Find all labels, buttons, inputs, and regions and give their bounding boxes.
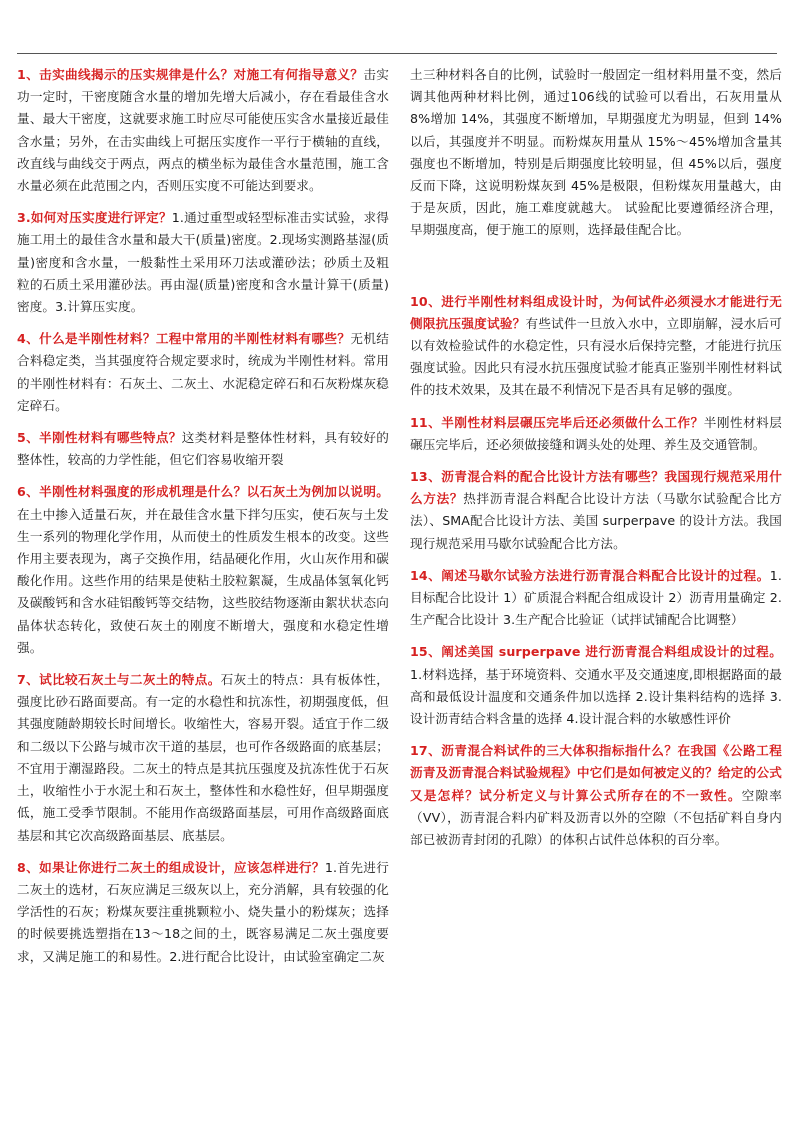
question-heading: 13、沥青混合料的配合比设计方法有哪些？我国现行规范采用什么方法？ bbox=[410, 469, 782, 507]
question-heading: 3.如何对压实度进行评定？ bbox=[17, 210, 172, 226]
answer-text: 1.目标配合比设计 1）矿质混合料配合组成设计 2）沥青用量确定 2.生产配合比设计 3.生产配合比验证（试拌试铺配合比调整） bbox=[410, 567, 782, 628]
answer-text: 土三种材料各自的比例，试验时一般固定一组材料用量不变，然后调其他两种材料比例，通过106线的试验可以看出，石灰用量从 8%增加 14%，其强度不断增加，早期强度尤为明显，但到 14%以后，其强度并不明显。而粉煤灰用量从 15%～45%增加含量其强度也不断增加，特别是后期强度比较明显，但 45%以后，强度反而下降，这说明粉煤灰到 45%是极限，但粉煤灰用量越大，由于是灰质，因此，施工难度就越大。 试验配比要遵循经济合理，早期强度高，便于施工的原则，选择最佳配合比。 bbox=[410, 67, 782, 238]
answer-text: 有些试件一旦放入水中，立即崩解，浸水后可以有效检验试件的水稳定性，只有浸水后保持完整，才能进行抗压强度试验。因此只有浸水抗压强度试验才能真正鉴别半刚性材料试件的技术效果，及其在最不利情况下是否具有足够的强度。 bbox=[410, 315, 783, 398]
question-heading: 14、阐述马歇尔试验方法进行沥青混合料配合比设计的过程。 bbox=[410, 567, 770, 583]
right-column bbox=[410, 64, 782, 851]
question-heading: 10、进行半刚性材料组成设计时，为何试件必须浸水才能进行无侧限抗压强度试验？ bbox=[410, 293, 782, 331]
answer-text: 1.材料选择，基于环境资料、交通水平及交通速度,即根据路面的最高和最低设计温度和交通条件加以选择 2.设计集料结构的选择 3.设计沥青结合料含量的选择 4.设计混合料的水敏感性评价 bbox=[410, 666, 782, 727]
qa-item-8 bbox=[17, 857, 389, 968]
question-heading: 1、击实曲线揭示的压实规律是什么？对施工有何指导意义？ bbox=[17, 67, 364, 82]
qa-item-1 bbox=[17, 64, 389, 197]
answer-text: 击实功一定时，干密度随含水量的增加先增大后减小，存在看最佳含水量、最大干密度，这就要求施工时应尽可能使压实含水量接近最佳含水量；另外，在击实曲线上可据压实度作一平行于横轴的直线，改直线与曲线交于两点，两点的横坐标为最佳含水量范围，施工含水量必须在此范围之内，否则压实度不可能达到要求。 bbox=[17, 67, 389, 194]
question-heading: 7、试比较石灰土与二灰土的特点。 bbox=[17, 672, 221, 688]
qa-item-7 bbox=[17, 669, 389, 847]
answer-text: 这类材料是整体性材料，具有较好的整体性，较高的力学性能，但它们容易收缩开裂 bbox=[17, 430, 389, 468]
qa-item-3 bbox=[17, 207, 389, 318]
answer-text: 空隙率（VV），沥青混合料内矿料及沥青以外的空隙（不包括矿料自身内部已被沥青封闭的孔隙）的体积占试件总体积的百分率。 bbox=[410, 787, 782, 848]
qa-item-10 bbox=[410, 291, 782, 402]
question-heading: 8、如果让你进行二灰土的组成设计，应该怎样进行？ bbox=[17, 859, 325, 875]
question-heading: 4、什么是半刚性材料？工程中常用的半刚性材料有哪些？ bbox=[17, 331, 351, 347]
answer-text: 热拌沥青混合料配合比设计方法（马歇尔试验配合比方法）、SMA配合比设计方法、美国 surperpave 的设计方法。我国现行规范采用马歇尔试验配合比方法。 bbox=[410, 491, 782, 551]
qa-item-4 bbox=[17, 328, 389, 417]
left-column bbox=[17, 64, 389, 968]
qa-item-11 bbox=[410, 412, 782, 456]
question-heading: 6、半刚性材料强度的形成机理是什么？以石灰土为例加以说明。 bbox=[17, 484, 389, 500]
answer-text: 1.首先进行二灰土的选材，石灰应满足三级灰以上，充分消解，具有较强的化学活性的石灰；粉煤灰要注重挑颗粒小、烧失量小的粉煤灰；选择的时候要挑选塑指在13～18之间的土，既容易满足二灰土强度要求，又满足施工的和易性。2.进行配合比设计，由试验室确定二灰 bbox=[17, 859, 389, 964]
answer-text: 1.通过重型或轻型标准击实试验，求得施工用土的最佳含水量和最大干(质量)密度。2.现场实测路基湿(质量)密度和含水量，一般黏性土采用环刀法或灌砂法；砂质土及粗粒的石质土采用灌砂法。再由湿(质量)密度和含水量计算干(质量)密度。3.计算压实度。 bbox=[17, 210, 389, 315]
question-heading: 15、阐述美国 surperpave 进行沥青混合料组成设计的过程。 bbox=[410, 644, 782, 660]
answer-text: 半刚性材料层碾压完毕后，还必须做接缝和调头处的处理、养生及交通管制。 bbox=[410, 414, 783, 452]
qa-item-14 bbox=[410, 565, 782, 632]
answer-text: 在土中掺入适量石灰，并在最佳含水量下拌匀压实，使石灰与土发生一系列的物理化学作用，从而使土的性质发生根本的改变。这些作用主要表现为，离子交换作用，结晶硬化作用，火山灰作用和碳酸化作用。这些作用的结果是使粘土胶粒絮凝，生成晶体氢氧化钙及碳酸钙和含水硅铝酸钙等交结物，这些胶结物逐渐由絮状状态向晶体状态转化，致使石灰土的刚度不断增大，强度和水稳定性增强。 bbox=[17, 506, 389, 655]
answer-text: 石灰土的特点：具有板体性，强度比砂石路面要高。有一定的水稳性和抗冻性，初期强度低，但其强度随龄期较长时间增长。收缩性大，容易开裂。适宜于作二级和二级以下公路与城市次干道的基层，也可作各级路面的底基层；不宜用于潮湿路段。二灰土的特点是其抗压强度及抗冻性优于石灰土，收缩性小于水泥土和石灰土，整体性和水稳性好，但早期强度低，施工受季节限制。不能用作高级路面基层，可用作高级路面底基层和其它次高级路面基层、底基层。 bbox=[17, 672, 389, 843]
question-heading: 11、半刚性材料层碾压完毕后还必须做什么工作？ bbox=[410, 414, 704, 430]
qa-item-6 bbox=[17, 481, 389, 659]
answer-text: 无机结合料稳定类，当其强度符合规定要求时，统成为半刚性材料。常用的半刚性材料有：石灰土、二灰土、水泥稳定碎石和石灰粉煤灰稳定碎石。 bbox=[17, 331, 389, 413]
qa-item-17 bbox=[410, 740, 782, 851]
qa-item-13 bbox=[410, 466, 782, 555]
qa-item-8-continued bbox=[410, 64, 782, 242]
header-rule bbox=[17, 53, 777, 54]
qa-item-5 bbox=[17, 427, 389, 471]
qa-item-15 bbox=[410, 641, 782, 730]
question-heading: 17、沥青混合料试件的三大体积指标指什么？在我国《公路工程沥青及沥青混合料试验规程》中它们是如何被定义的？给定的公式又是怎样？试分析定义与计算公式所存在的不一致性。 bbox=[410, 743, 782, 803]
question-heading: 5、半刚性材料有哪些特点？ bbox=[17, 430, 182, 446]
